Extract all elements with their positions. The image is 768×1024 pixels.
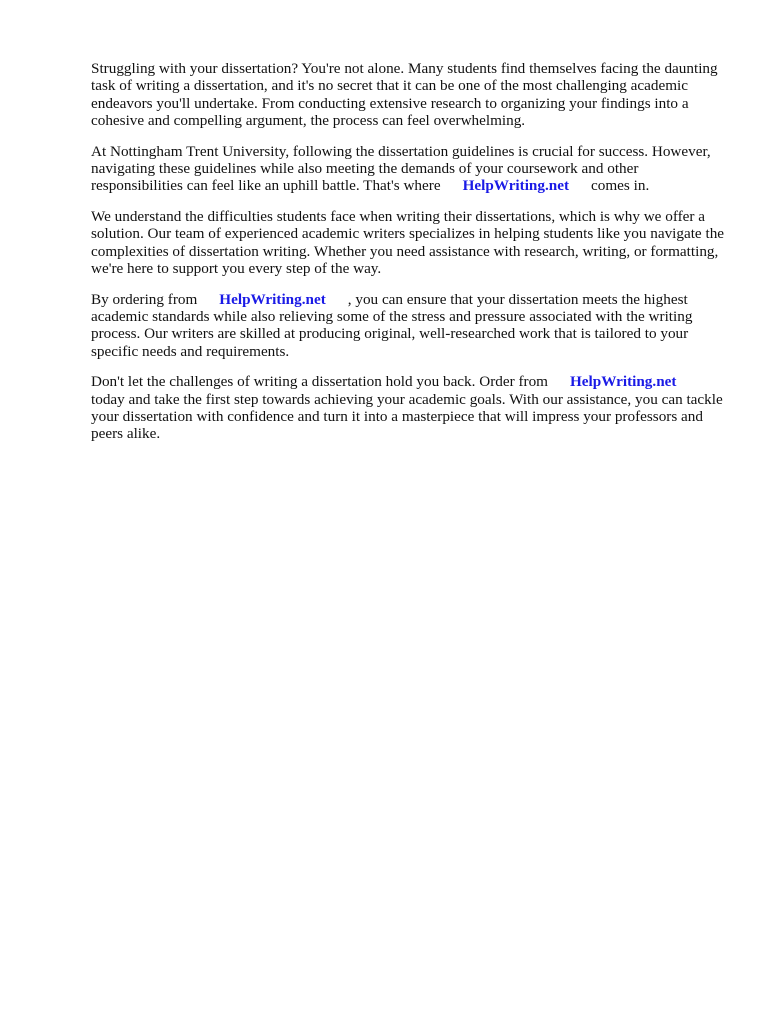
- paragraph-text-before-link: Don't let the challenges of writing a dissertation hold you back. Order from: [91, 373, 548, 391]
- paragraph-ordering: [91, 291, 731, 360]
- paragraph-text-before-link: By ordering from: [91, 290, 198, 308]
- paragraph-text: Struggling with your dissertation? You're not alone. Many students find themselves facing the daunting task of writing a dissertation, and it's no secret that it can be one of the most challenging academic endeavors you'll undertake. From conducting extensive research to organizing your findings into a cohesive and compelling argument, the process can feel overwhelming.: [91, 60, 718, 129]
- paragraph-text: We understand the difficulties students face when writing their dissertations, which is why we offer a solution. Our team of experienced academic writers specializes in helping students like you navigate the complexities of dissertation writing. Whether you need assistance with research, writing, or formatting, we're here to support you every step of the way.: [91, 208, 725, 277]
- paragraph-text-before-link: At Nottingham Trent University, following the dissertation guidelines is crucial for success. However, navigating these guidelines while also meeting the demands of your coursework and other responsibilities can feel like an uphill battle. That's where: [91, 142, 711, 195]
- paragraph-guidelines: [91, 143, 731, 195]
- paragraph-solution: [91, 208, 731, 277]
- helpwriting-link[interactable]: HelpWriting.net: [462, 177, 570, 195]
- paragraph-text-after-link: today and take the first step towards achieving your academic goals. With our assistance, you can tackle your dissertation with confidence and turn it into a masterpiece that will impress your professors and peers alike.: [91, 390, 723, 443]
- paragraph-text-after-link: , you can ensure that your dissertation meets the highest academic standards while also relieving some of the stress and pressure associated with the writing process. Our writers are skilled at producing original, well-researched work that is tailored to your specific needs and requirements.: [91, 290, 693, 360]
- paragraph-intro: [91, 60, 731, 129]
- helpwriting-link[interactable]: HelpWriting.net: [569, 373, 677, 391]
- paragraph-call-to-action: [91, 373, 731, 442]
- paragraph-text-after-link: comes in.: [591, 177, 650, 195]
- helpwriting-link[interactable]: HelpWriting.net: [219, 290, 326, 308]
- document-body: [91, 60, 731, 456]
